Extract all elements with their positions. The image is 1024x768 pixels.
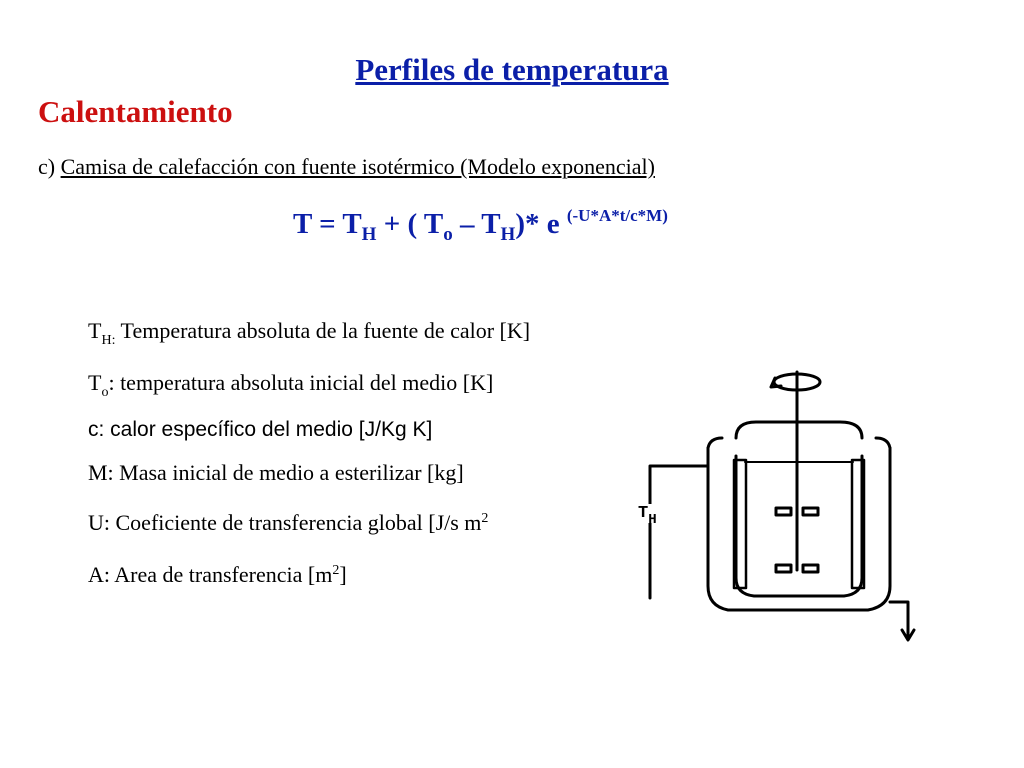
- reactor-label-sub: H: [648, 512, 657, 528]
- reactor-label-symbol: T: [638, 504, 649, 523]
- def-a-sup: 2: [332, 563, 340, 578]
- def-u-sup: 2: [481, 511, 489, 526]
- impeller-blade: [803, 565, 818, 572]
- def-a-text: A: Area de transferencia [m: [88, 562, 333, 587]
- inlet-pipe: [650, 466, 708, 598]
- impeller-blade: [776, 508, 791, 515]
- formula: [293, 206, 668, 245]
- vessel-wall: [736, 456, 862, 596]
- reactor-th-label: [636, 504, 659, 528]
- def-a-close: ]: [339, 562, 347, 587]
- formula-sub-o: o: [443, 224, 453, 245]
- formula-sub-h1: H: [361, 224, 377, 245]
- def-c-symbol: c: [88, 418, 99, 441]
- formula-exponent: (-U*A*t/c*M): [566, 206, 668, 225]
- definition-a: [88, 562, 347, 588]
- formula-close: )* e: [515, 208, 567, 240]
- def-th-text: Temperatura absoluta de la fuente de calor [K]: [115, 318, 531, 343]
- def-to-text: : temperatura absoluta inicial del medio [K]: [108, 370, 494, 395]
- slide-title: Perfiles de temperatura: [355, 52, 669, 87]
- subtitle-text: Camisa de calefacción con fuente isotérmico (Modelo exponencial): [60, 154, 655, 179]
- rotation-arrowhead: [771, 378, 781, 387]
- definition-to: [88, 370, 494, 400]
- def-to-symbol: T: [88, 370, 102, 395]
- def-th-symbol: T: [88, 318, 102, 343]
- definition-m: [88, 460, 464, 486]
- definition-c: [88, 416, 432, 442]
- vessel-lid: [736, 422, 862, 438]
- definition-u: [88, 510, 488, 536]
- outlet-pipe: [890, 602, 908, 636]
- formula-plus: + ( T: [376, 208, 444, 240]
- def-u-text: U: Coeficiente de transferencia global [J/s m: [88, 510, 482, 535]
- definition-th: [88, 318, 531, 348]
- impeller-blade: [776, 565, 791, 572]
- def-th-sub: H:: [101, 333, 116, 348]
- subtitle: [38, 154, 655, 180]
- def-c-text: : calor específico del medio [J/Kg K]: [98, 418, 433, 441]
- formula-lhs: T = T: [293, 208, 362, 240]
- impeller-blade: [803, 508, 818, 515]
- section-title: Calentamiento: [38, 94, 233, 129]
- formula-minus: – T: [452, 208, 501, 240]
- formula-sub-h2: H: [500, 224, 516, 245]
- def-to-sub: o: [101, 385, 109, 400]
- subtitle-prefix: c): [38, 154, 61, 179]
- jacket-top-right: [876, 438, 890, 448]
- jacket-top-left: [708, 438, 722, 448]
- def-m-text: M: Masa inicial de medio a esterilizar [kg]: [88, 460, 464, 485]
